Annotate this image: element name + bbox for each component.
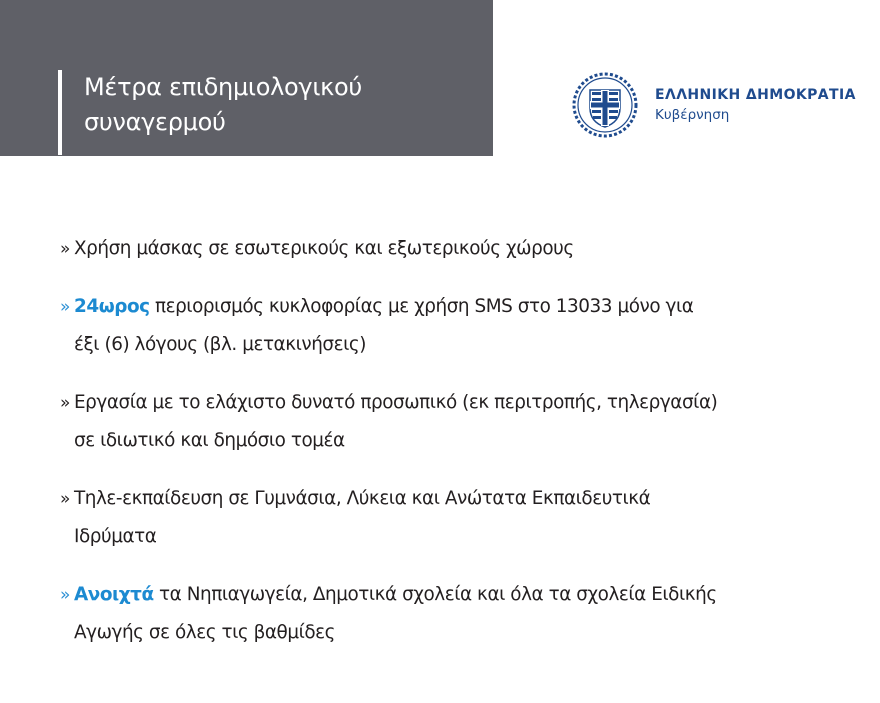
bullet-marker-icon: » <box>60 585 70 605</box>
measure-item-open-schools <box>60 576 860 652</box>
slide-title <box>84 70 484 140</box>
logo-subtitle: Κυβέρνηση <box>655 107 730 123</box>
measure-text-line-1: Τηλε-εκπαίδευση σε Γυμνάσια, Λύκεια και Ανώτατα Εκπαιδευτικά <box>74 488 651 509</box>
bullet-marker-icon: » <box>60 239 70 259</box>
measures-list <box>60 230 860 672</box>
slide-title-line-2: συναγερμού <box>84 108 226 136</box>
logo-title: ΕΛΛΗΝΙΚΗ ΔΗΜΟΚΡΑΤΙΑ <box>655 87 856 103</box>
measure-highlight: 24ωρος <box>74 296 150 317</box>
bullet-marker-icon: » <box>60 489 70 509</box>
measure-text-line-2: Ιδρύματα <box>74 526 157 547</box>
measure-text-line-1 <box>74 576 860 614</box>
measure-item-curfew <box>60 288 860 364</box>
government-logo <box>570 70 870 142</box>
measure-text-rest: περιορισμός κυκλοφορίας με χρήση SMS στο 13033 μόνο για <box>149 296 694 317</box>
measure-text-line-2: σε ιδιωτικό και δημόσιο τομέα <box>74 430 345 451</box>
bullet-marker-icon: » <box>60 393 70 413</box>
measure-item-masks <box>60 230 860 268</box>
measure-text-line-1: Εργασία με το ελάχιστο δυνατό προσωπικό (εκ περιτροπής, τηλεργασία) <box>74 392 718 413</box>
measure-item-remote-education <box>60 480 860 556</box>
measure-text: Χρήση μάσκας σε εσωτερικούς και εξωτερικούς χώρους <box>74 238 574 259</box>
measure-text-rest: τα Νηπιαγωγεία, Δημοτικά σχολεία και όλα τα σχολεία Ειδικής <box>153 584 717 605</box>
slide-title-line-1: Μέτρα επιδημιολογικού <box>84 73 362 101</box>
measure-highlight: Ανοιχτά <box>74 584 154 605</box>
measure-text-line-1 <box>74 288 860 326</box>
greek-coat-of-arms-icon <box>570 70 640 140</box>
title-box <box>0 0 493 156</box>
bullet-marker-icon: » <box>60 297 70 317</box>
measure-item-work <box>60 384 860 460</box>
title-accent-bar <box>58 70 62 155</box>
measure-text-line-2: Αγωγής σε όλες τις βαθμίδες <box>74 622 336 643</box>
measure-text-line-2: έξι (6) λόγους (βλ. μετακινήσεις) <box>74 334 366 355</box>
